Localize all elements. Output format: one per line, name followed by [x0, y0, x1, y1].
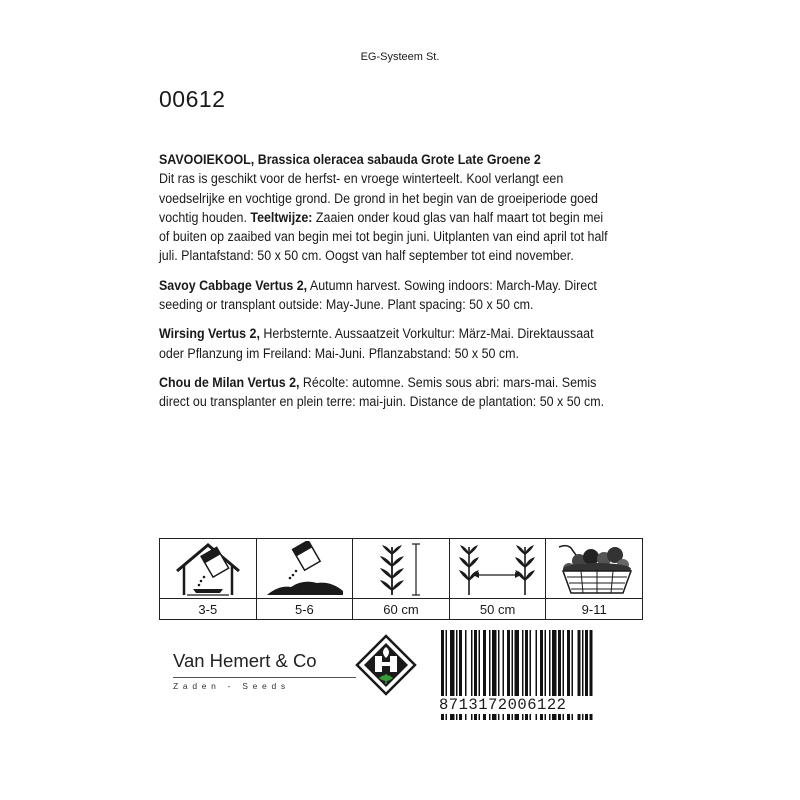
outdoor-sowing-cell	[257, 539, 354, 619]
brand-divider	[173, 677, 356, 678]
french-text: Récolte: automne. Semis sous abri: mars-mai. Semis direct ou transplanter en plein terre: mai-juin. Distance de plantation: 50 x 50 cm.	[159, 374, 605, 410]
french-paragraph	[159, 373, 615, 412]
system-label: EG-Systeem St.	[360, 51, 440, 63]
barcode-digits: 8713172006122	[439, 696, 639, 714]
english-paragraph	[159, 276, 615, 315]
plant-spacing-icon	[450, 539, 546, 599]
indoor-sowing-months: 3-5	[198, 601, 218, 617]
brand-block	[173, 650, 358, 691]
dutch-paragraph	[159, 150, 615, 266]
brand-logo-icon	[355, 634, 417, 696]
harvest-basket-icon	[546, 539, 642, 599]
german-text: Herbsternte. Aussaatzeit Vorkultur: März-Mai. Direktaussaat oder Pflanzung im Freiland: Mai-Juni. Pflanzabstand: 50 x 50 cm.	[159, 326, 594, 361]
plant-height-icon	[353, 539, 449, 599]
outdoor-sowing-icon	[257, 539, 353, 599]
english-text: Autumn harvest. Sowing indoors: March-May. Direct seeding or transplant outside: May-June. Plant spacing: 50 x 50 cm.	[159, 277, 597, 313]
outdoor-sowing-months: 5-6	[294, 601, 314, 617]
cultivation-icons-strip	[159, 538, 643, 620]
harvest-months: 9-11	[581, 601, 607, 617]
dutch-text-1: Dit ras is geschikt voor de herfst- en vroege winterteelt. Kool verlangt een voedselrijke en vochtige grond. De grond in het begin van de groeiperiode goed vochtig houden.	[159, 171, 598, 225]
german-paragraph	[159, 324, 615, 363]
description-block	[159, 150, 615, 422]
plant-height-cell	[353, 539, 450, 619]
product-code: 00612	[159, 86, 226, 112]
dutch-title: SAVOOIEKOOL, Brassica oleracea sabauda Grote Late Groene 2	[159, 152, 541, 167]
brand-tagline: Zaden - Seeds	[173, 681, 290, 691]
german-name: Wirsing Vertus 2,	[159, 326, 260, 342]
harvest-cell	[546, 539, 642, 619]
plant-spacing-cell	[450, 539, 547, 619]
dutch-method-label: Teeltwijze:	[250, 209, 313, 225]
dutch-text-2: Zaaien onder koud glas van half maart tot begin mei of buiten op zaaibed van begin mei tot begin juni. Uitplanten van eind april tot half juli. Plantafstand: 50 x 50 cm. Oogst van half september tot eind november.	[159, 209, 608, 264]
french-name: Chou de Milan Vertus 2,	[159, 374, 300, 390]
english-name: Savoy Cabbage Vertus 2,	[159, 277, 308, 293]
plant-height-value: 60 cm	[383, 601, 419, 617]
plant-spacing-value: 50 cm	[479, 601, 516, 617]
brand-name: Van Hemert & Co	[173, 650, 317, 671]
indoor-sowing-icon	[160, 539, 256, 599]
indoor-sowing-cell	[160, 539, 257, 619]
